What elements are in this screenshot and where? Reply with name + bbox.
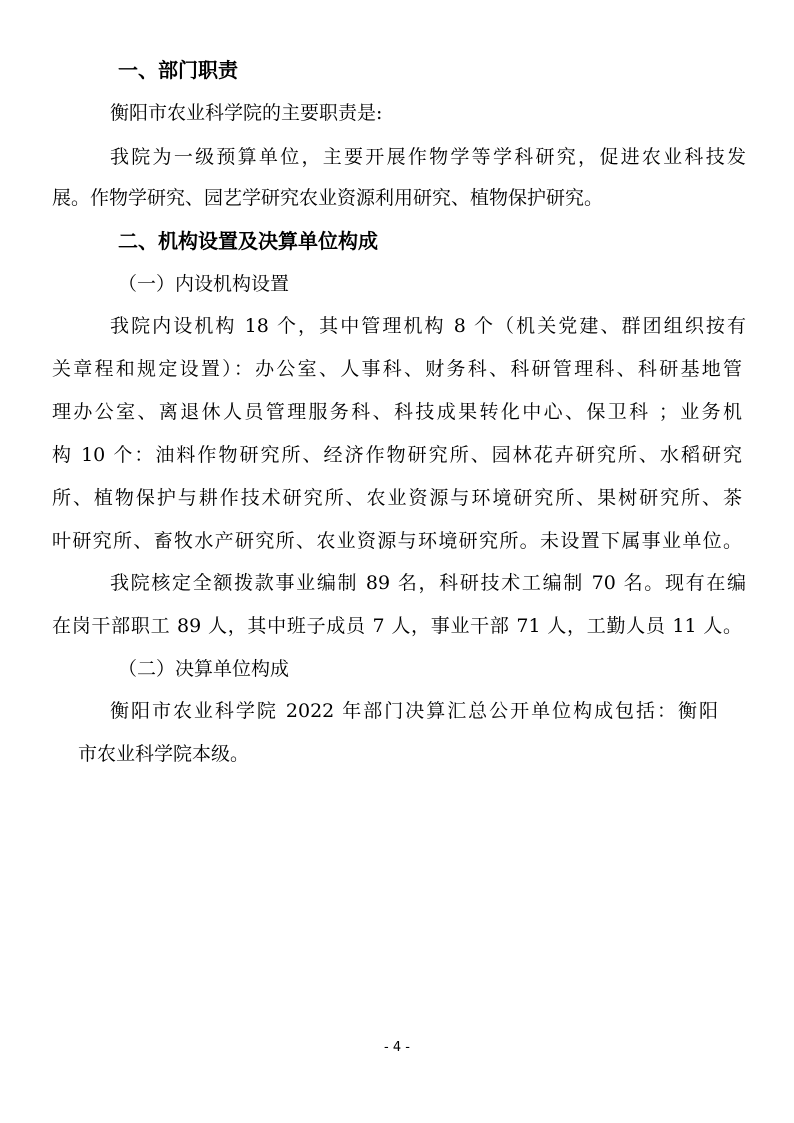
section-2-paragraph-3-line: 衡阳市农业科学院 2022 年部门决算汇总公开单位构成包括：衡阳 — [110, 700, 718, 722]
section-2-paragraph-2-line: 我院核定全额拨款事业编制 89 名，科研技术工编制 70 名。现有在编 — [110, 572, 746, 594]
section-2-paragraph-2-line: 在岗干部职工 89 人，其中班子成员 7 人，事业干部 71 人，工勤人员 11 人。 — [52, 615, 742, 637]
section-2-paragraph-1-line: 构 10 个：油料作物研究所、经济作物研究所、园林花卉研究所、水稻研究 — [52, 444, 742, 466]
section-2-subheading-1: （一）内设机构设置 — [118, 273, 290, 295]
section-2-title: 二、机构设置及决算单位构成 — [118, 229, 378, 253]
section-1-title: 一、部门职责 — [118, 58, 238, 82]
section-2-subheading-2: （二）决算单位构成 — [118, 658, 290, 680]
section-2-paragraph-1-line: 我院内设机构 18 个，其中管理机构 8 个（机关党建、群团组织按有 — [110, 315, 746, 337]
section-2-paragraph-1-line: 所、植物保护与耕作技术研究所、农业资源与环境研究所、果树研究所、茶 — [52, 487, 742, 509]
section-2-paragraph-1-line: 叶研究所、畜牧水产研究所、农业资源与环境研究所。未设置下属事业单位。 — [52, 530, 742, 552]
section-2-paragraph-3-line: 市农业科学院本级。 — [78, 743, 250, 765]
section-1-intro: 衡阳市农业科学院的主要职责是: — [110, 102, 383, 124]
section-1-body-line: 我院为一级预算单位，主要开展作物学等学科研究，促进农业科技发 — [110, 146, 746, 168]
section-1-body-line: 展。作物学研究、园艺学研究农业资源利用研究、植物保护研究。 — [52, 187, 604, 209]
section-2-paragraph-1-line: 关章程和规定设置）：办公室、人事科、财务科、科研管理科、科研基地管 — [52, 358, 742, 380]
page-number: - 4 - — [384, 1040, 410, 1055]
section-2-paragraph-1-line: 理办公室、离退休人员管理服务科、科技成果转化中心、保卫科 ；业务机 — [52, 401, 742, 423]
